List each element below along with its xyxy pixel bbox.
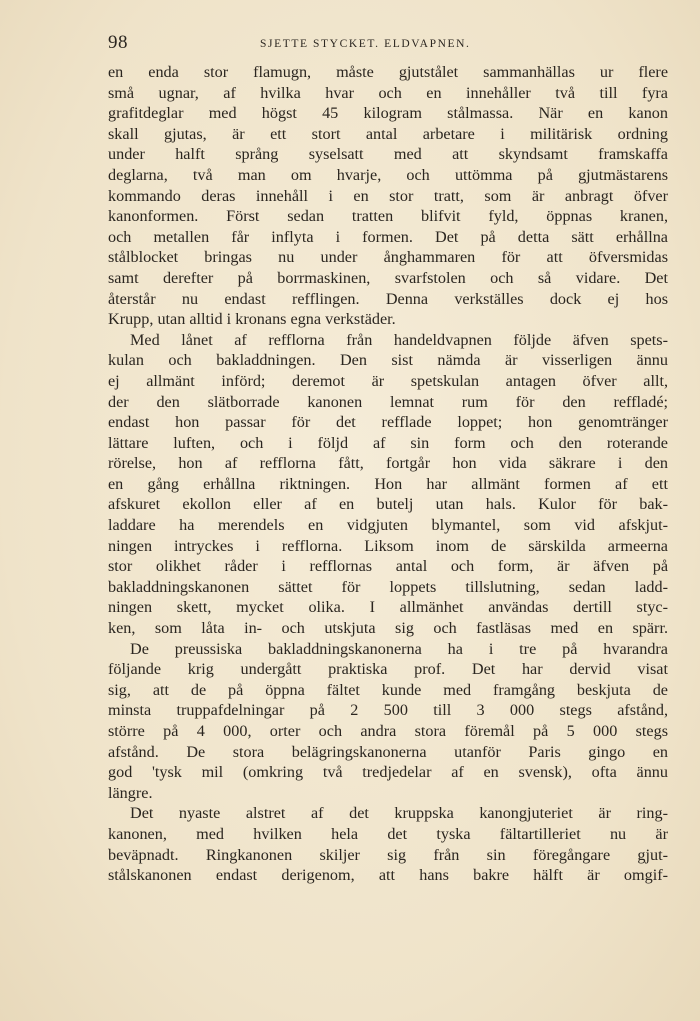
text-line: stålblocket bringas nu under ånghammaren för att öfversmidas xyxy=(108,248,668,267)
text-line: en enda stor flamugn, måste gjutstålet sammanhällas ur flere xyxy=(108,63,668,81)
text-line: små ugnar, af hvilka hvar och en innehåller två till fyra xyxy=(108,83,668,102)
text-line: grafitdeglar med högst 45 kilogram stålmassa. När en kanon xyxy=(108,104,668,123)
text-line: god 'tysk mil (omkring två tredjedelar af en svensk), ofta ännu xyxy=(108,763,668,782)
text-line: ej allmänt införd; deremot är spetskulan antagen öfver allt, xyxy=(108,371,668,390)
text-line: under halft språng syselsatt med att skyndsamt framskaffa xyxy=(108,145,668,164)
text-line: sig, att de på öppna fältet kunde med framgång beskjuta de xyxy=(108,680,668,699)
running-head: SJETTE STYCKET. ELDVAPNEN. xyxy=(260,38,471,50)
text-line: skall gjutas, är ett stort antal arbetare i militärisk ordning xyxy=(108,124,668,143)
body-text xyxy=(108,62,668,886)
text-line: rörelse, hon af refflorna fått, fortgår hon vida säkrare i den xyxy=(108,454,668,473)
text-line: De preussiska bakladdningskanonerna ha i tre på hvarandra xyxy=(130,639,668,658)
text-line: samt derefter på borrmaskinen, svarfstolen och så vidare. Det xyxy=(108,268,668,287)
text-line: stor olikhet råder i refflornas antal och form, är äfven på xyxy=(108,557,668,576)
text-line: återstår nu endast refflingen. Denna verkställes dock ej hos xyxy=(108,289,668,308)
text-line: bakladdningskanonen sättet för loppets tillslutning, sedan ladd- xyxy=(108,577,668,596)
text-line: följande krig undergått praktiska prof. Det har dervid visat xyxy=(108,660,668,679)
text-line: större på 4 000, orter och andra stora föremål på 5 000 stegs xyxy=(108,722,668,740)
text-line: Med lånet af refflorna från handeldvapnen följde äfven spets- xyxy=(130,330,668,349)
text-line: längre. xyxy=(108,783,153,802)
text-line: kulan och bakladdningen. Den sist nämda är visserligen ännu xyxy=(108,351,668,370)
text-line: lättare luften, och i följd af sin form och den roterande xyxy=(108,433,668,452)
text-line: kanonen, med hvilken hela det tyska fältartilleriet nu är xyxy=(108,824,668,843)
text-line: ningen intryckes i refflorna. Liksom inom de särskilda armeerna xyxy=(108,536,668,555)
text-line: afskuret ekollon eller af en butelj utan hals. Kulor för bak- xyxy=(108,495,668,514)
text-line: minsta truppafdelningar på 2 500 till 3 000 stegs afstånd, xyxy=(108,701,668,720)
text-line: laddare ha merendels en vidgjuten blymantel, som vid afskjut- xyxy=(108,516,668,535)
text-line: afstånd. De stora belägringskanonerna utanför Paris gingo en xyxy=(108,742,668,761)
text-line: endast hon passar för det refflade loppet; hon genomtränger xyxy=(108,413,668,432)
text-line: stålskanonen endast derigenom, att hans bakre hälft är omgif- xyxy=(108,866,668,885)
text-line: deglarna, två man om hvarje, och uttömma på gjutmästarens xyxy=(108,165,668,184)
text-line: ningen skett, mycket olika. I allmänhet användas dertill styc- xyxy=(108,598,668,617)
page-header xyxy=(108,32,668,56)
text-line: och metallen får inflyta i formen. Det på detta sätt erhållna xyxy=(108,227,668,246)
text-line: Krupp, utan alltid i kronans egna verkstäder. xyxy=(108,310,396,329)
text-line: kanonformen. Först sedan tratten blifvit fyld, öppnas kranen, xyxy=(108,207,668,226)
text-line: kommando deras innehåll i en stor tratt, som är anbragt öfver xyxy=(108,186,668,205)
text-line: beväpnadt. Ringkanonen skiljer sig från sin föregångare gjut- xyxy=(108,845,668,864)
text-line: der den slätborrade kanonen lemnat rum för den reffladé; xyxy=(108,392,668,411)
text-line: Det nyaste alstret af det kruppska kanongjuteriet är ring- xyxy=(130,804,668,823)
text-line: en gång erhållna riktningen. Hon har allmänt formen af ett xyxy=(108,474,668,493)
text-line: ken, som låta in- och utskjuta sig och fastläsas med en spärr. xyxy=(108,619,668,638)
page-number: 98 xyxy=(108,32,128,53)
